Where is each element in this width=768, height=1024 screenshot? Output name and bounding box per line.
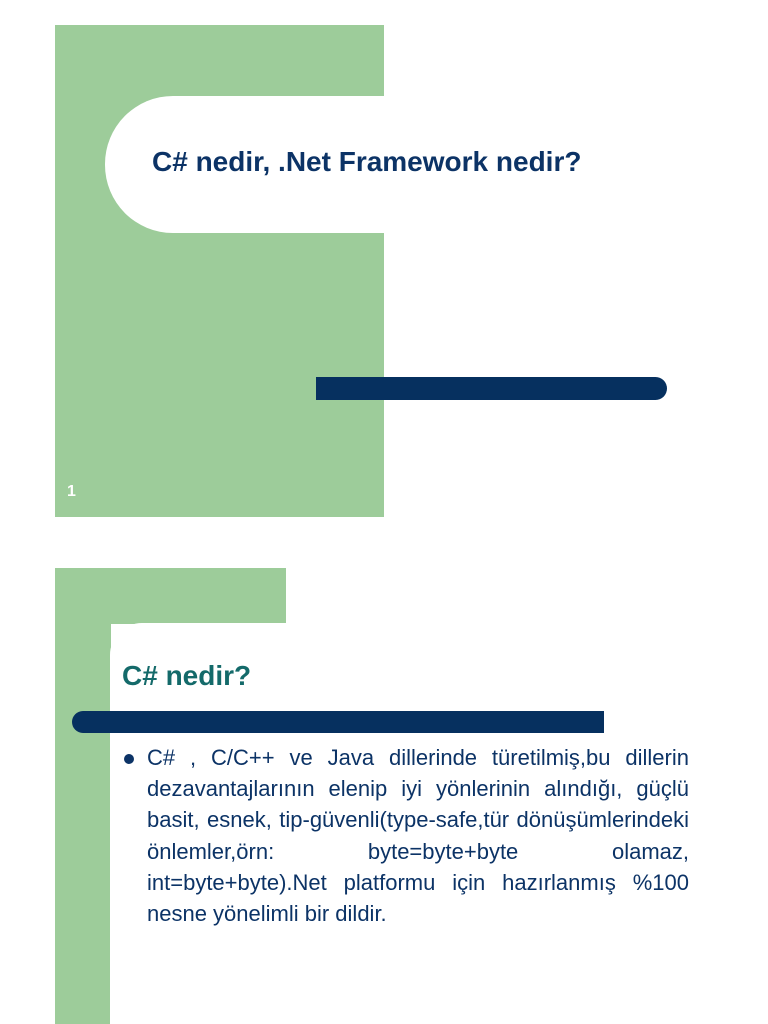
slide-2-accent-bar [72,711,604,733]
slide-2 [0,568,768,1024]
slide-1-title: C# nedir, .Net Framework nedir? [152,146,582,177]
slide-number: 1 [67,483,76,500]
slide-1-accent-bar [316,377,667,400]
slide-2-bullet-text: C# , C/C++ ve Java dillerinde türetilmiş,bu dillerin dezavantajlarının elenip iyi yönlerinin alındığı, güçlü basit, esnek, tip-güvenli(type-safe,tür dönüşümlerindeki önlemler,örn: byte=byte+byte olamaz, int=byte+byte).Net platformu için hazırlanmış %100 nesne yönelimli bir dildir. [147,745,689,927]
slide-2-green-side [55,568,111,1024]
bullet-dot-icon [124,754,134,764]
slide-2-title: C# nedir? [122,660,252,691]
